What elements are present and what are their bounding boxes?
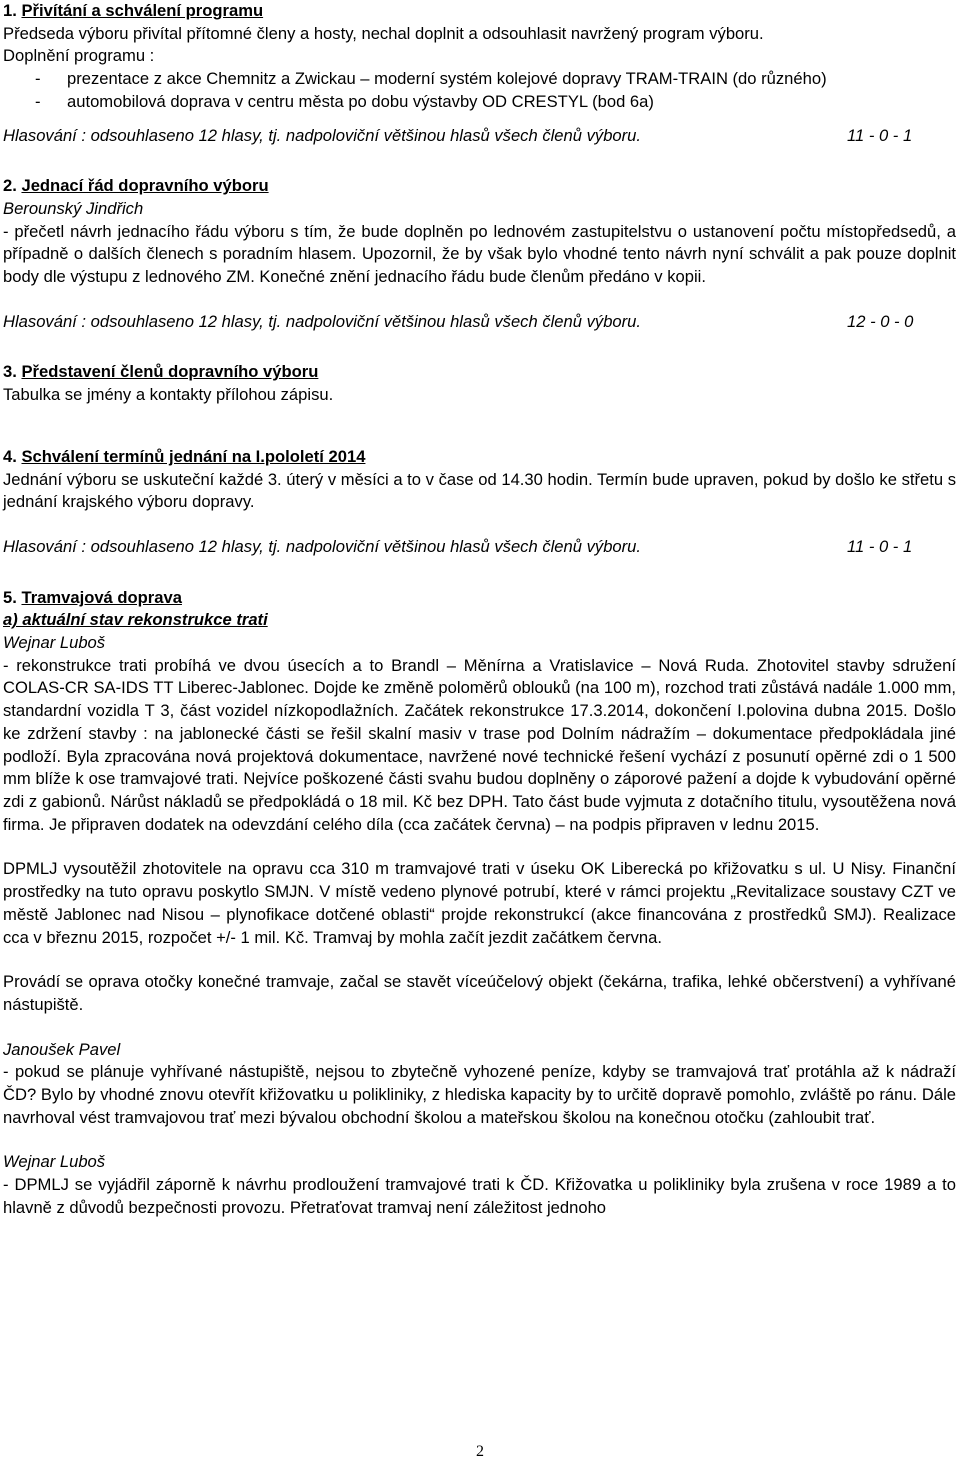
section-number: 2. (3, 176, 17, 196)
vote-score: 11 - 0 - 1 (847, 125, 913, 145)
subsection-title: a) aktuální stav rekonstrukce trati (3, 610, 268, 630)
section-4-heading (3, 446, 956, 469)
vote-text: Hlasování : odsouhlaseno 12 hlasy, tj. nadpoloviční většinou hlasů všech členů výboru. (3, 536, 642, 556)
section-3-heading (3, 361, 956, 384)
vote-text: Hlasování : odsouhlaseno 12 hlasy, tj. nadpoloviční většinou hlasů všech členů výboru. (3, 125, 642, 145)
speaker-name: Janoušek Pavel (3, 1039, 121, 1059)
vote-line (3, 536, 956, 559)
section-number: 1. (3, 1, 17, 20)
paragraph: - přečetl návrh jednacího řádu výboru s tím, že bude doplněn po lednovém zastupitelstvu o ustanovení počtu místopředsedů, a případně o dalších členech s poradním hlasem. Upozornil, že by však bylo vhodné tento návrh nyní schválit a pak pouze doplnit body dle výstupu z lednového ZM. Konečné znění jednacího řádu bude členům předáno v kopii. (3, 221, 956, 287)
paragraph: - DPMLJ se vyjádřil záporně k návrhu prodloužení tramvajové trati k ČD. Křižovatka u polikliniky byla zrušena v roce 1989 a to hlavně z důvodů bezpečnosti provozu. Přetraťovat tramvaj není záležitost jednoho (3, 1175, 956, 1217)
section-number: 3. (3, 362, 17, 382)
speaker-name: Berounský Jindřich (3, 198, 144, 218)
section-title: Přivítání a schválení programu (21, 1, 264, 20)
paragraph: - pokud se plánuje vyhřívané nástupiště, nejsou to zbytečně vyhozené peníze, kdyby se tramvajová trať protáhla až k nádraží ČD? Bylo by vhodné znovu otevřít křižovatku u polikliniky, z hlediska kapacity by to určitě dopravě pomohlo, zvláště po ránu. Dále navrhoval vést tramvajovou trať mezi bývalou obchodní školou a mateřskou školou na konečnou otočku (zahloubit trať. (3, 1062, 956, 1127)
section-5-heading (3, 587, 956, 610)
section-title: Jednací řád dopravního výboru (21, 176, 269, 196)
section-title: Představení členů dopravního výboru (21, 362, 319, 382)
paragraph: Předseda výboru přivítal přítomné členy a hosty, nechal doplnit a odsouhlasit navržený program výboru. (3, 23, 764, 43)
section-number: 4. (3, 446, 17, 466)
vote-score: 12 - 0 - 0 (847, 311, 914, 331)
page-number: 2 (476, 1443, 484, 1460)
speaker-name: Wejnar Luboš (3, 633, 106, 653)
document-page (3, 0, 956, 1220)
section-1-heading (3, 0, 956, 23)
paragraph: DPMLJ vysoutěžil zhotovitele na opravu cca 310 m tramvajové trati v úseku OK Liberecká po křižovatku s ul. U Nisy. Finanční prostředky na tuto opravu poskytlo SMJN. V místě vedeno plynové potrubí, které v rámci projektu „Revitalizace soustavy CZT ve městě Jablonec nad Nisou – plynofikace dotčené oblasti“ projde rekonstrukcí (akce financována z prostředků SMJ). Realizace cca v březnu 2015, rozpočet +/- 1 mil. Kč. Tramvaj by mohla začít jezdit začátkem června. (3, 859, 956, 947)
vote-line (3, 311, 956, 334)
speaker-name: Wejnar Luboš (3, 1152, 106, 1172)
paragraph: Doplnění programu : (3, 46, 155, 66)
section-2-heading (3, 175, 956, 198)
section-title: Schválení termínů jednání na I.pololetí 2014 (21, 446, 366, 466)
list-item: - automobilová doprava v centru města po dobu výstavby OD CRESTYL (bod 6a) (35, 91, 654, 111)
vote-line (3, 125, 956, 148)
section-number: 5. (3, 587, 17, 607)
paragraph: Tabulka se jmény a kontakty přílohou zápisu. (3, 385, 334, 405)
list-item: - prezentace z akce Chemnitz a Zwickau – moderní systém kolejové dopravy TRAM-TRAIN (do různého) (35, 69, 827, 89)
section-title: Tramvajová doprava (21, 587, 182, 607)
vote-text: Hlasování : odsouhlaseno 12 hlasy, tj. nadpoloviční většinou hlasů všech členů výboru. (3, 311, 642, 331)
paragraph: Provádí se oprava otočky konečné tramvaje, začal se stavět víceúčelový objekt (čekárna, trafika, lehké občerstvení) a vyhřívané nástupiště. (3, 972, 956, 1014)
paragraph: - rekonstrukce trati probíhá ve dvou úsecích a to Brandl – Měnírna a Vratislavice – Nová Ruda. Zhotovitel stavby sdružení COLAS-CR SA-IDS TT Liberec-Jablonec. Dojde ke změně poloměrů oblouků (na 100 m), rozchod trati zůstává nadále 1.000 mm, standardní vozidla T 3, část vozidel nízkopodlažních. Začátek rekonstrukce 17.3.2014, dokončení I.polovina dubna 2015. Došlo ke zdržení stavby : na jablonecké části se řešil skalní masiv v trase pod Dolním nádražím – dokumentace předpokládala jiné podloží. Byla zpracována nová projektová dokumentace, navržené nové technické řešení vychází z posunutí opěrné zdi o 1 500 mm blíže k ose tramvajové trati. Nejvíce poškozené části svahu budou doplněny o záporové pažení a dojde k vybudování opěrné zdi z gabionů. Nárůst nákladů se předpokládá o 18 mil. Kč bez DPH. Tato část bude vyjmuta z dotačního titulu, vysoutěžena nová firma. Je připraven dodatek na odevzdání celého díla (cca začátek června) – na podpis připraven v lednu 2015. (3, 655, 956, 834)
vote-score: 11 - 0 - 1 (847, 536, 913, 556)
paragraph: Jednání výboru se uskuteční každé 3. úterý v měsíci a to v čase od 14.30 hodin. Termín bude upraven, pokud by došlo ke střetu s jednání krajského výboru dopravy. (3, 469, 956, 512)
